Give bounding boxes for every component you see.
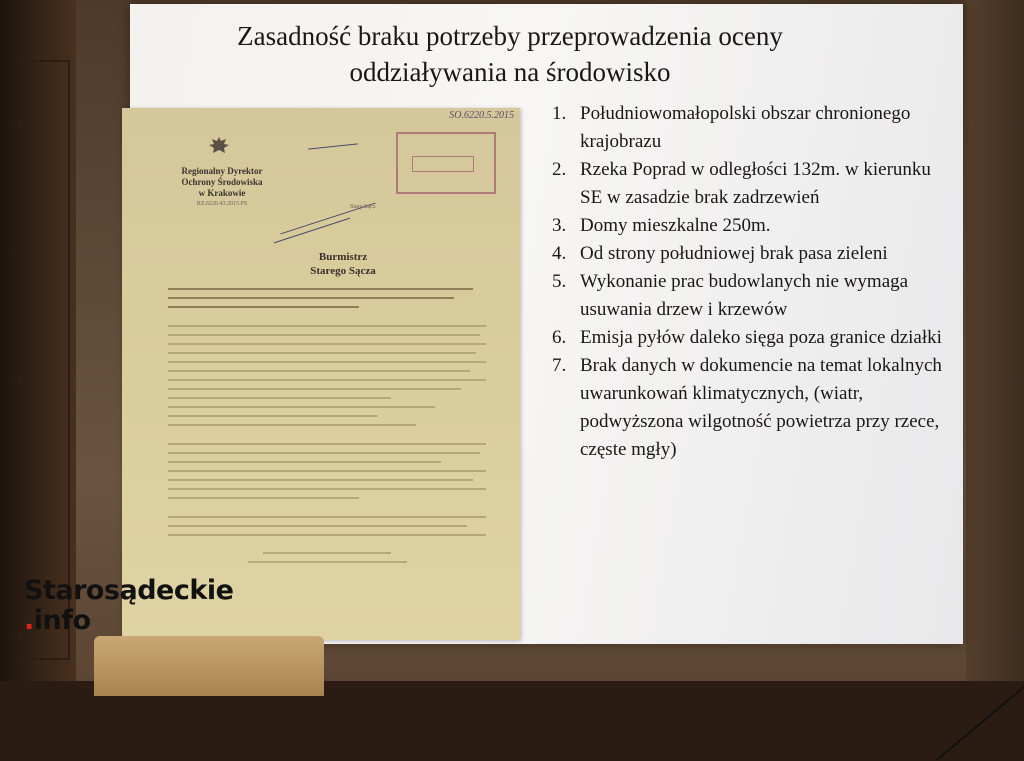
list-item — [552, 268, 952, 324]
text-line — [168, 379, 486, 381]
text-line — [168, 397, 391, 399]
text-line — [168, 415, 378, 417]
text-line — [168, 452, 480, 454]
watermark-dot: . — [24, 605, 34, 636]
text-line — [168, 443, 486, 445]
handwritten-initials — [308, 143, 358, 149]
list-item — [552, 100, 952, 156]
list-item — [552, 324, 952, 352]
chair-back — [94, 636, 324, 696]
text-line — [168, 325, 486, 327]
eagle-emblem-icon — [206, 134, 232, 160]
point-number: 5. — [552, 271, 567, 292]
text-line — [168, 479, 473, 481]
list-item — [552, 156, 952, 212]
registration-stamp — [396, 132, 496, 194]
document-sender — [162, 166, 282, 210]
point-number: 1. — [552, 103, 567, 124]
point-number: 4. — [552, 243, 567, 264]
handwritten-note — [274, 218, 350, 244]
stamp-date-box — [412, 156, 474, 172]
document-place: Stary Sącz — [350, 204, 376, 210]
text-line — [168, 516, 486, 518]
document-addressee — [298, 250, 388, 278]
addressee-line-1: Burmistrz — [318, 251, 368, 263]
point-text: Domy mieszkalne 250m. — [580, 215, 771, 236]
sender-line-3: w Krakowie — [198, 188, 246, 198]
sender-line-2: Ochrony Środowiska — [181, 177, 263, 187]
text-line — [168, 334, 480, 336]
point-text: Wykonanie prac budowlanych nie wymaga usuwania drzew i krzewów — [580, 271, 909, 320]
footer-line — [263, 552, 390, 554]
point-number: 3. — [552, 215, 567, 236]
text-line — [168, 525, 467, 527]
site-watermark — [24, 576, 233, 636]
point-number: 6. — [552, 327, 567, 348]
text-line — [168, 343, 486, 345]
text-line — [168, 461, 441, 463]
text-line — [168, 370, 470, 372]
point-text: Emisja pyłów daleko sięga poza granice działki — [580, 327, 942, 348]
text-line — [168, 406, 435, 408]
watermark-brand: Starosądeckie — [24, 575, 234, 606]
addressee-line-2: Starego Sącza — [310, 265, 376, 277]
text-line — [168, 470, 486, 472]
cable — [936, 669, 1024, 761]
point-number: 7. — [552, 355, 567, 376]
list-item — [552, 352, 952, 464]
sender-line-1: Regionalny Dyrektor — [181, 166, 263, 176]
slide-points-list — [552, 100, 952, 464]
list-item — [552, 212, 952, 240]
text-line — [168, 352, 476, 354]
sender-reference: RZ.6220.43.2015.PS — [196, 201, 248, 207]
text-line — [168, 306, 359, 308]
point-text: Od strony południowej brak pasa zieleni — [580, 243, 888, 264]
slide-title-line-1: Zasadność braku potrzeby przeprowadzenia oceny — [237, 21, 783, 51]
watermark-tld: info — [33, 605, 91, 636]
text-line — [168, 488, 486, 490]
point-text: Południowomałopolski obszar chronionego krajobrazu — [580, 103, 911, 152]
text-line — [168, 424, 416, 426]
document-reference-number: SO.6220.5.2015 — [449, 110, 514, 121]
text-line — [168, 288, 473, 290]
slide-title — [130, 18, 890, 90]
wall-panel — [18, 60, 70, 660]
slide-title-line-2: oddziaływania na środowisko — [349, 57, 671, 87]
text-line — [168, 388, 461, 390]
document-body-text — [168, 288, 486, 570]
point-text: Rzeka Poprad w odległości 132m. w kierunku SE w zasadzie brak zadrzewień — [580, 159, 931, 208]
watermark-domain — [24, 606, 233, 636]
footer-line — [248, 561, 407, 563]
point-text: Brak danych w dokumencie na temat lokalnych uwarunkowań klimatycznych, (wiatr, podwyższona wilgotność powietrza przy rzece, częste mgły) — [580, 355, 942, 460]
text-line — [168, 297, 454, 299]
point-number: 2. — [552, 159, 567, 180]
text-line — [168, 534, 486, 536]
text-line — [168, 361, 486, 363]
text-line — [168, 497, 359, 499]
list-item — [552, 240, 952, 268]
scanned-document — [122, 108, 520, 640]
